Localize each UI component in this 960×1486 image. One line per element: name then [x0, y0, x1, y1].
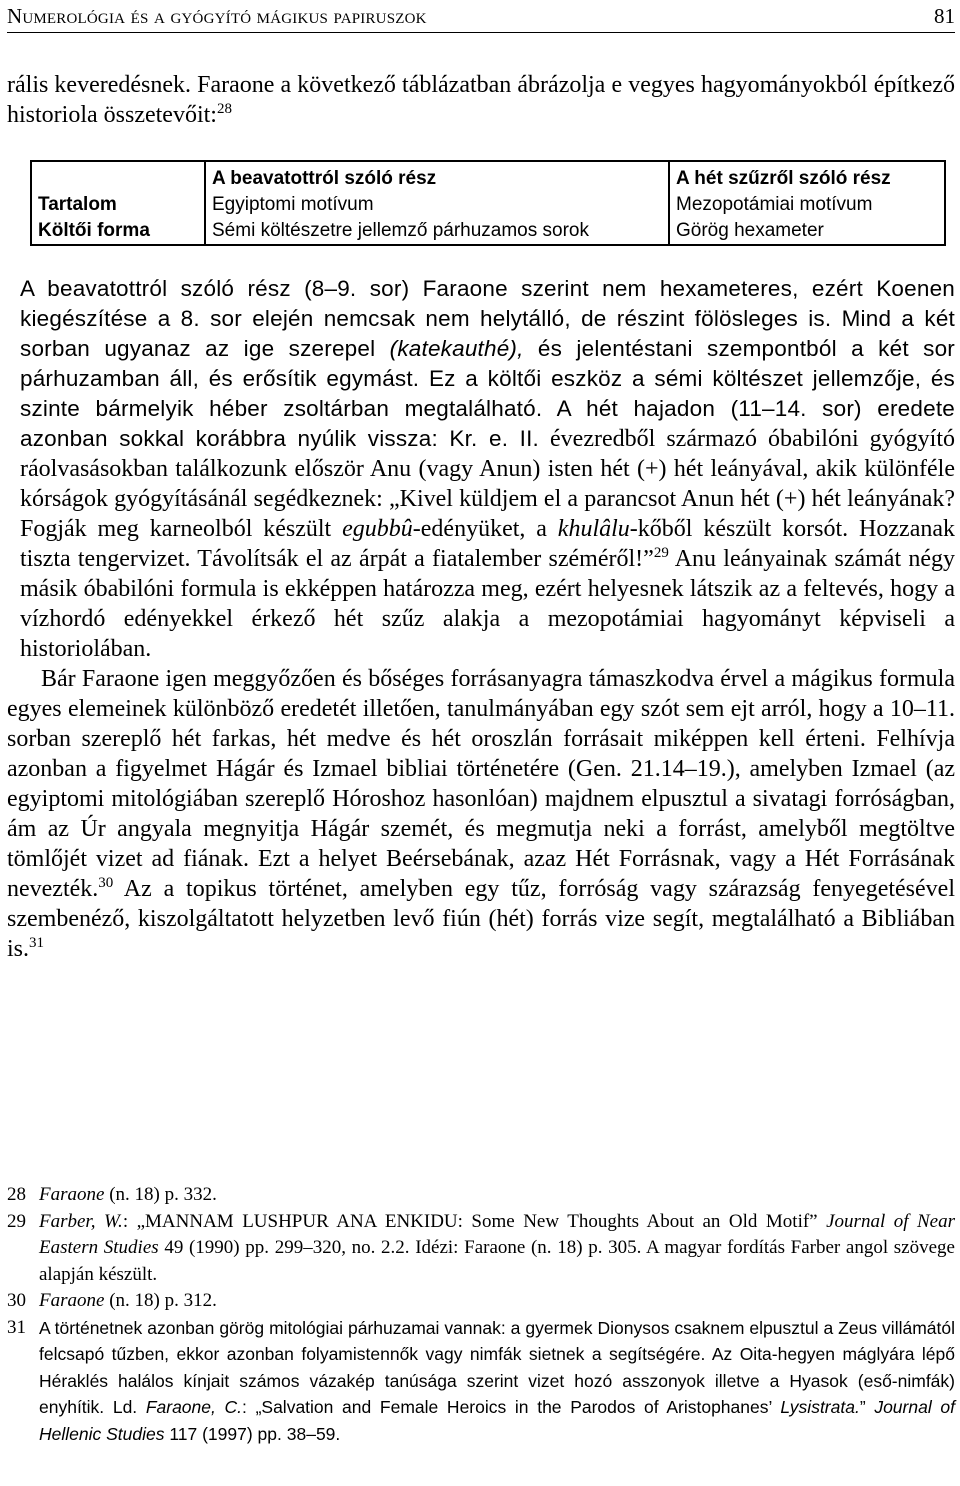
p2-text-a: Bár Faraone igen meggyőzően és bőséges forrásanyagra támaszkodva érvel a mágikus formula egyes elemeinek különböző eredetét illetően, tanulmányában egy szót sem ejt arról, hogy a 10–11. sorban szereplő hét farkas, hét medve és hét oroszlán forrásait miképpen kell érteni. Felhívja azonban a figyelmet Hágár és Izmael bibliai történetére (Gen. 21.14–19.), amelyben Izmael (az egyiptomi mitológiában szereplő Hóroshoz hasonlóan) majdnem elpusztul a sivatagi forróságban, ám az Úr angyala megnyitja Hágár szemét, és megmutja neki a forrást, amelyből megtöltve tömlőjét vizet ad fiának. Ezt a helyet Beérsebának, azaz Hét Forrásnak, vagy a Hét Forrásának nevezték.	[7, 666, 955, 902]
components-table	[30, 160, 946, 246]
table-cell: Egyiptomi motívum	[205, 192, 669, 218]
paragraph-2	[7, 664, 955, 964]
table-cell: Sémi költészetre jellemző párhuzamos sorok	[205, 218, 669, 245]
row-label: Költői forma	[31, 218, 205, 245]
paragraph-1	[7, 274, 955, 664]
footnote-number: 31	[7, 1316, 26, 1338]
footnote-ref-28[interactable]: 28	[216, 101, 232, 117]
table-row	[31, 218, 945, 245]
footnote-ref-29[interactable]: 29	[653, 545, 669, 561]
footnote-segment: A történetnek azonban görög mitológiai párhuzamai vannak: a gyermek Dionysos csaknem elpusztul a Zeus villámától felcsapó tűzben, ekkor azonban folyamistennők vagy nimfák sietnek a segítségére. Az Oita-hegyen máglyára lépő Héraklés halálos kínjait számos vázakép tanúsága szerint vizet hozó asszonyok illetve a Hyasok (eső-nimfák) enyhítik. Ld.	[39, 1317, 955, 1417]
footnote-author: Faraone, C.	[145, 1397, 243, 1417]
table-header-row	[31, 161, 945, 192]
body-text	[7, 274, 955, 964]
row-label: Tartalom	[31, 192, 205, 218]
footnote-author: Faraone	[39, 1184, 105, 1205]
footnote-segment: 117 (1997) pp. 38–59.	[164, 1423, 341, 1444]
footnote-segment: : „MANNAM LUSHPUR ANA ENKIDU: Some New Thoughts About an Old Motif”	[122, 1210, 827, 1232]
footnote-number: 28	[7, 1184, 26, 1205]
table-cell: Mezopotámiai motívum	[669, 192, 945, 218]
intro-text: rális keveredésnek. Faraone a következő táblázatban ábrázolja e vegyes hagyományokból építkező historiola összetevőit:	[7, 72, 955, 128]
footnote-segment: : „Salvation and Female Heroics in the Parodos of Aristophanes’	[242, 1397, 781, 1417]
running-title: Numerológia és a gyógyító mágikus papiruszok	[7, 4, 427, 28]
footnote-30	[7, 1288, 955, 1315]
footnote-author: Farber, W.	[39, 1210, 123, 1232]
footnote-29	[7, 1209, 955, 1289]
page-number: 81	[934, 4, 955, 28]
footnote-ref-30[interactable]: 30	[98, 875, 114, 891]
footnote-ref-31[interactable]: 31	[29, 935, 45, 951]
p1-serif-text-b: -edényüket, a	[412, 516, 558, 542]
footnote-text	[39, 1182, 955, 1209]
footnote-28	[7, 1182, 955, 1209]
footnote-number: 30	[7, 1290, 26, 1311]
p1-italic-term: (katekauthé),	[389, 336, 524, 361]
p1-serif-text: évezredből származó óbabilóni gyógyító ráolvasásokban találkozunk először Anu (vagy Anun) isten hét (+) hét leányával, akik különféle kórságok gyógyításánál segédkeznek: „Kivel küldjem el a parancsot Anun hét (+) hét leányának? Fogják meg karneolból készült	[20, 426, 955, 542]
p1-sans-text: A beavatottról szóló rész (8–9. sor) Faraone szerint nem hexameteres, ezért Koenen kiegészítése a 8. sor elején nemcsak nem helytálló, de részint fölösleges is. Mind a két sorban ugyanaz az ige szerepel	[20, 276, 955, 361]
table-row	[31, 192, 945, 218]
footnote-segment: 49 (1990) pp. 299–320, no. 2.2. Idézi: Faraone (n. 18) p. 305. A magyar fordítás Farber angol szövege alapján készült.	[39, 1237, 955, 1285]
intro-paragraph	[7, 70, 955, 130]
table-header-cell	[31, 161, 205, 192]
footnote-segment: ”	[859, 1397, 875, 1417]
running-header	[7, 2, 955, 33]
footnote-number: 29	[7, 1210, 26, 1232]
footnote-journal: Journal of Hellenic Studies	[39, 1397, 955, 1444]
p2-text-b: Az a topikus történet, amelyben egy tűz, forróság vagy szárazság fenyegetésével szembenéző, kiszolgáltatott helyzetben levő fiún (hét) forrás vize segít, megtalálható a Bibliában is.	[7, 876, 955, 962]
footnote-text	[39, 1209, 955, 1289]
footnote-rest: (n. 18) p. 332.	[104, 1184, 217, 1205]
footnote-work: Lysistrata.	[780, 1397, 860, 1417]
footnote-text	[39, 1315, 955, 1448]
p1-italic-khulalu: khulâlu	[557, 516, 630, 542]
footnote-journal: Journal of Near Eastern Studies	[39, 1210, 956, 1258]
p1-italic-egubbu: egubbû	[342, 516, 413, 542]
p1-serif-text-d: Anu leányainak számát négy másik óbabilóni formula is ekképpen határozza meg, ezért helyesnek látszik az a feltevés, hogy a vízhordó edényekkel érkező hét szűz alakja a mezopotámiai hagyományt képviseli a historiolában.	[20, 546, 955, 662]
footnote-text	[39, 1288, 955, 1315]
p1-sans-text-end: és jelentéstani szempontból a két sor párhuzamban áll, és erősítik egymást. Ez a költői eszköz a sémi költészet jellemzője, és szinte bármelyik héber zsoltárban megtalálható. A hét hajadon (11–14. sor) eredete azonban sokkal korábbra nyúlik vissza: Kr. e. II.	[20, 336, 955, 451]
table-header-cell: A hét szűzről szóló rész	[669, 161, 945, 192]
table-header-cell: A beavatottról szóló rész	[205, 161, 669, 192]
p1-serif-text-c: -kőből készült korsót. Hozzanak tiszta tengervizet. Távolítsák el az árpát a fiatalember széméről!”	[20, 516, 955, 572]
footnote-author: Faraone	[39, 1290, 105, 1311]
footnote-31	[7, 1315, 955, 1448]
table-cell: Görög hexameter	[669, 218, 945, 245]
footnote-rest: (n. 18) p. 312.	[104, 1290, 217, 1311]
footnotes	[7, 1182, 955, 1447]
